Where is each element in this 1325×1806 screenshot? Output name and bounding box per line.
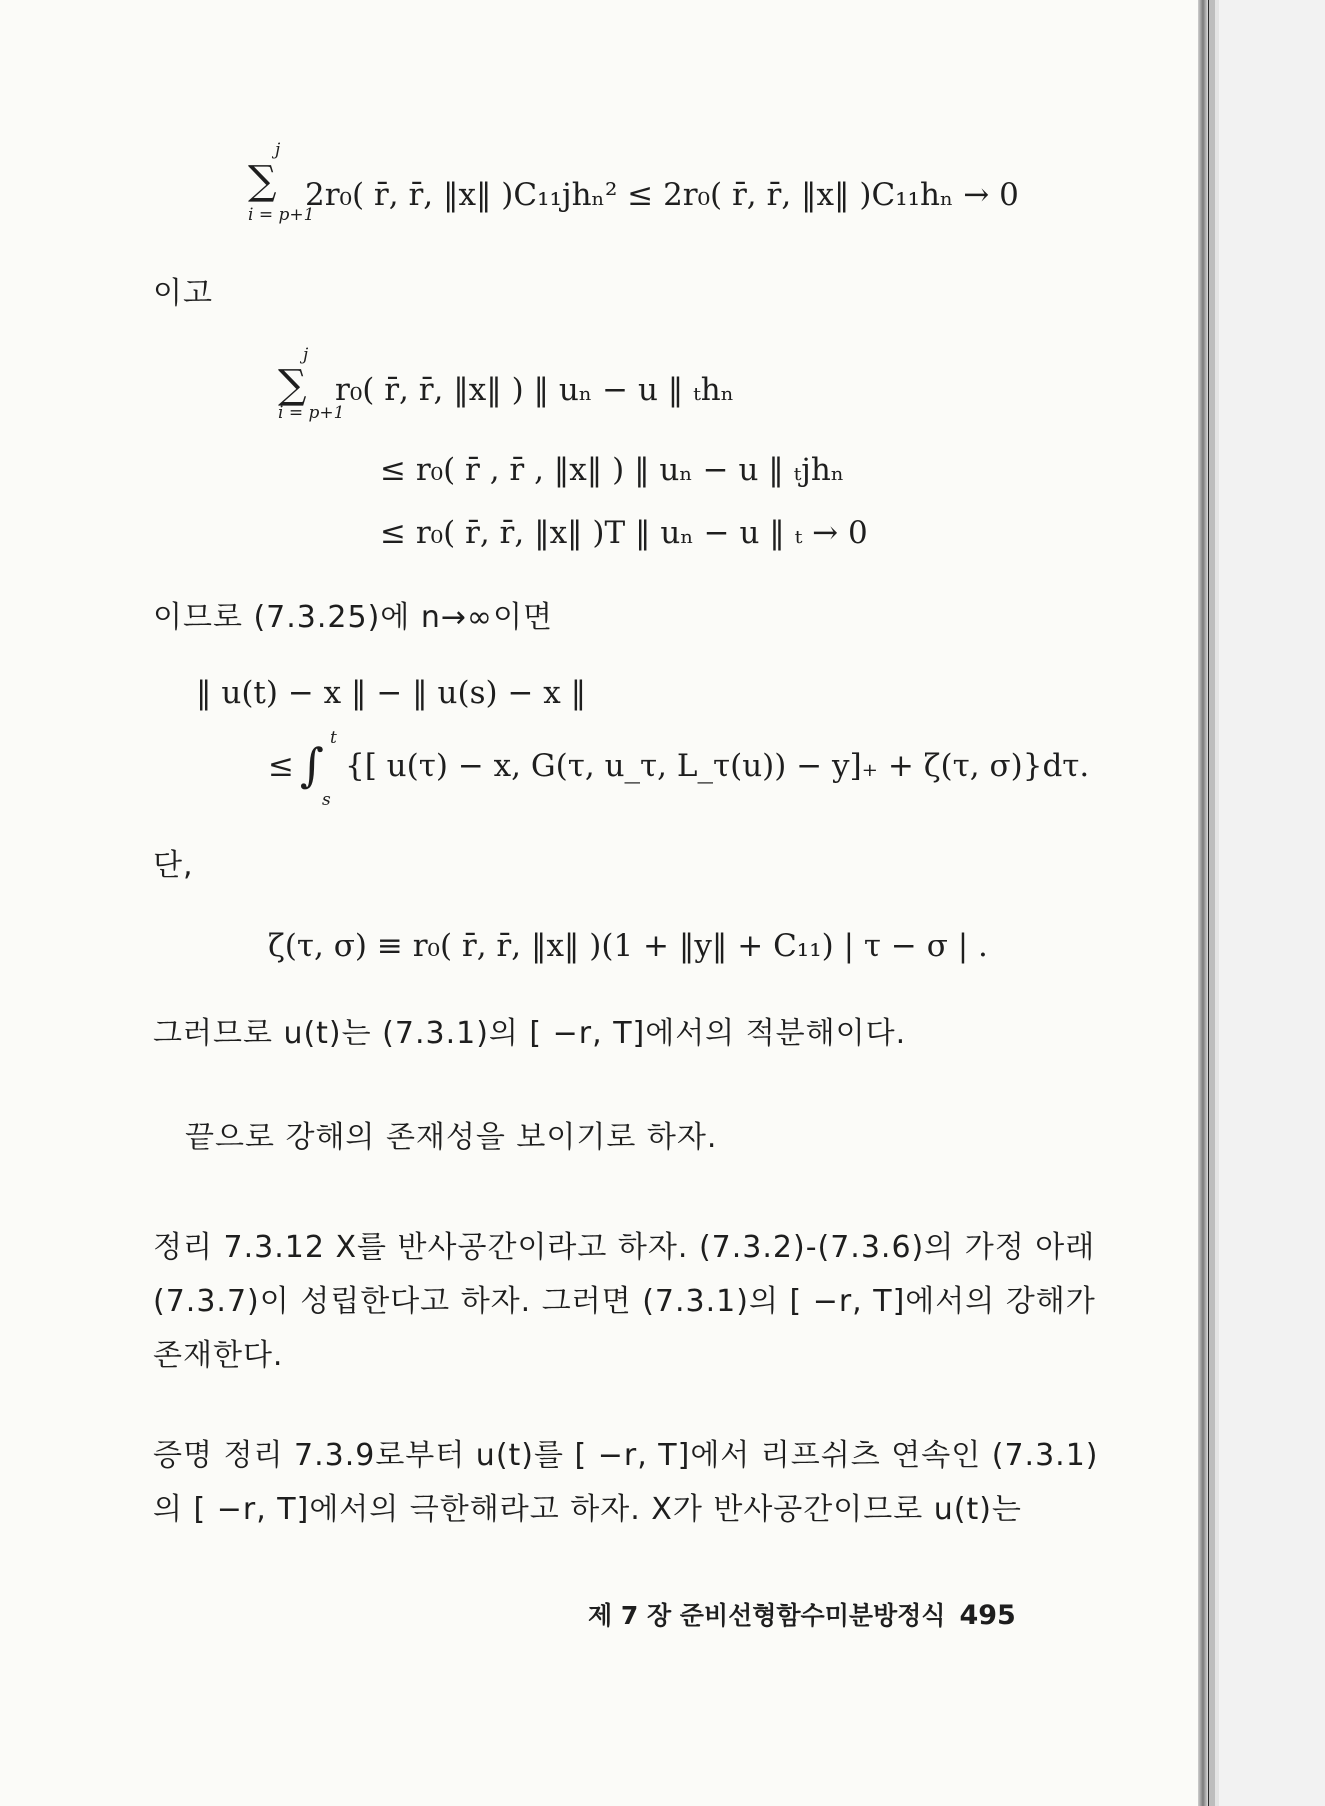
sum-upper-limit-2: j — [303, 345, 309, 365]
theorem-line-3: 존재한다. — [153, 1338, 284, 1373]
integral-upper-limit: t — [330, 728, 337, 748]
sum-symbol: ∑ — [248, 158, 277, 204]
equation-3-line-1: ‖ u(t) − x ‖ − ‖ u(s) − x ‖ — [196, 675, 587, 711]
equation-2-line-3: ≤ r₀( r̄, r̄, ‖x‖ )T ‖ uₙ − u ‖ ₜ → 0 — [380, 515, 868, 551]
equation-2-line-1: r₀( r̄, r̄, ‖x‖ ) ‖ uₙ − u ‖ ₜhₙ — [335, 372, 735, 408]
integral-symbol: ∫ — [300, 738, 324, 792]
proof-line-1: 증명 정리 7.3.9로부터 u(t)를 [ −r, T]에서 리프쉬츠 연속인 (7.3.1) — [153, 1438, 1099, 1473]
equation-4: ζ(τ, σ) ≡ r₀( r̄, r̄, ‖x‖ )(1 + ‖y‖ + C₁₁) | τ − σ | . — [268, 928, 988, 964]
page-footer — [588, 1596, 1016, 1632]
sum-symbol-2: ∑ — [278, 362, 307, 408]
theorem-line-1: 정리 7.3.12 X를 반사공간이라고 하자. (7.3.2)-(7.3.6)의 가정 아래 — [153, 1230, 1096, 1265]
paragraph-1: 그러므로 u(t)는 (7.3.1)의 [ −r, T]에서의 적분해이다. — [153, 1016, 907, 1051]
chapter-title: 제 7 장 준비선형함수미분방정식 — [588, 1601, 946, 1630]
text-igo: 이고 — [153, 276, 213, 311]
integral-lower-limit: s — [322, 790, 331, 810]
theorem-line-2: (7.3.7)이 성립한다고 하자. 그러면 (7.3.1)의 [ −r, T]에서의 강해가 — [153, 1284, 1096, 1319]
paragraph-2: 끝으로 강해의 존재성을 보이기로 하자. — [185, 1120, 718, 1155]
sum-lower-limit-2: i = p+1 — [278, 403, 345, 423]
sum-lower-limit: i = p+1 — [248, 205, 315, 225]
equation-1: 2r₀( r̄, r̄, ‖x‖ )C₁₁jhₙ² ≤ 2r₀( r̄, r̄, ‖x‖ )C₁₁hₙ → 0 — [305, 177, 1019, 213]
page-edge — [1198, 0, 1208, 1806]
page-number: 495 — [959, 1600, 1016, 1631]
equation-3-line-2: {[ u(τ) − x, G(τ, u_τ, L_τ(u)) − y]₊ + ζ(τ, σ)}dτ. — [345, 748, 1090, 784]
proof-line-2: 의 [ −r, T]에서의 극한해라고 하자. X가 반사공간이므로 u(t)는 — [153, 1492, 1022, 1527]
text-imuro: 이므로 (7.3.25)에 n→∞이면 — [153, 600, 553, 635]
text-dan: 단, — [153, 848, 194, 883]
equation-2-line-2: ≤ r₀( r̄ , r̄ , ‖x‖ ) ‖ uₙ − u ‖ ₜjhₙ — [380, 452, 845, 488]
sum-upper-limit: j — [275, 140, 281, 160]
leq-symbol: ≤ — [268, 748, 294, 784]
